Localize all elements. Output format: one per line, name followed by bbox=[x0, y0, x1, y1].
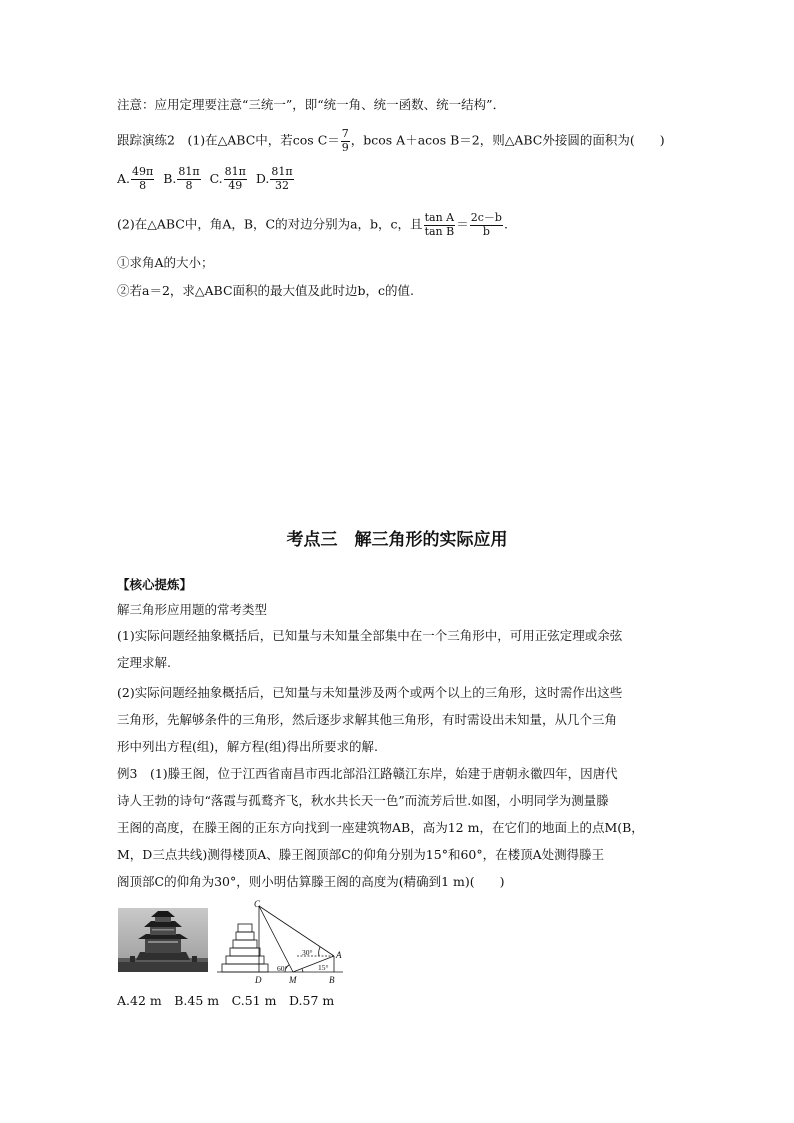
option-b: B. $\frac{81\pi}{8}$ bbox=[163, 165, 200, 192]
pavilion-photo bbox=[118, 908, 208, 972]
cos-numerator: 7 bbox=[341, 127, 349, 140]
core-line: 形中列出方程(组)，解方程(组)得出所要求的解. bbox=[117, 739, 378, 754]
point-b-label: B bbox=[329, 975, 335, 985]
section-title: 考点三 解三角形的实际应用 bbox=[286, 530, 508, 550]
core-line: 定理求解. bbox=[117, 655, 171, 670]
practice-q1-text-a: 跟踪演练2 (1)在△ABC中，若cos C＝ bbox=[117, 132, 340, 148]
point-c-label: C bbox=[254, 900, 261, 909]
core-heading: 【核心提炼】 bbox=[117, 577, 193, 592]
rhs-fraction: $\frac{2c-b}{b}$ bbox=[470, 211, 502, 238]
example-line: M，D三点共线)测得楼顶A、滕王阁顶部C的仰角分别为15°和60°，在楼顶A处测得滕王 bbox=[117, 847, 605, 862]
example-line: 王阁的高度，在滕王阁的正东方向找到一座建筑物AB，高为12 m，在它们的地面上的点M(B， bbox=[117, 820, 644, 835]
cos-fraction bbox=[341, 128, 350, 154]
cos-denominator: 9 bbox=[341, 140, 349, 154]
example-options: A.42 m B.45 m C.51 m D.57 m bbox=[117, 993, 335, 1008]
note-line: 注意：应用定理要注意“三统一”，即“统一角、统一函数、统一结构”． bbox=[117, 97, 506, 112]
sub-question-2: ②若a＝2，求△ABC面积的最大值及此时边b，c的值. bbox=[117, 283, 415, 298]
core-line: (2)实际问题经抽象概括后，已知量与未知量涉及两个或两个以上的三角形，这时需作出这些 bbox=[117, 685, 623, 700]
practice-q1-text-b: ，bcos A＋acos B＝2，则△ABC外接圆的面积为( ) bbox=[350, 132, 665, 148]
core-line: (1)实际问题经抽象概括后，已知量与未知量全部集中在一个三角形中，可用正弦定理或余弦 bbox=[117, 628, 623, 643]
example-line: 阁顶部C的仰角为30°，则小明估算滕王阁的高度为(精确到1 m)( ) bbox=[117, 874, 505, 889]
point-a-label: A bbox=[336, 950, 342, 960]
practice-question-1 bbox=[117, 128, 665, 154]
practice-question-2: (2)在△ABC中，角A，B，C的对边分别为a，b，c，且 $\frac{\text{tan A}}{\text{tan B}}$ ＝ $\frac{2c-b}{b}$ . bbox=[117, 211, 508, 238]
point-m-label: M bbox=[289, 975, 297, 985]
tower-diagram bbox=[215, 900, 355, 986]
point-d-label: D bbox=[255, 975, 262, 985]
tan-ratio-fraction: $\frac{\text{tan A}}{\text{tan B}}$ bbox=[424, 211, 455, 238]
sub-question-1: ①求角A的大小； bbox=[117, 255, 214, 270]
example-line: 诗人王勃的诗句“落霞与孤鹜齐飞，秋水共长天一色”而流芳后世.如图，小明同学为测量滕 bbox=[117, 793, 609, 808]
example-line: 例3 (1)滕王阁，位于江西省南昌市西北部沿江路赣江东岸，始建于唐朝永徽四年，因唐代 bbox=[117, 766, 618, 781]
angle-30-label: 30° bbox=[302, 948, 313, 957]
core-subheading: 解三角形应用题的常考类型 bbox=[117, 602, 268, 617]
angle-15-label: 15° bbox=[318, 963, 329, 972]
practice-options bbox=[117, 166, 295, 192]
option-a: A. $\frac{49\pi}{8}$ bbox=[117, 165, 154, 192]
angle-60-label: 60° bbox=[277, 964, 288, 973]
option-d: D. $\frac{81\pi}{32}$ bbox=[255, 165, 293, 192]
option-c: C. $\frac{81\pi}{49}$ bbox=[209, 165, 246, 192]
core-line: 三角形，先解够条件的三角形，然后逐步求解其他三角形，有时需设出未知量，从几个三角 bbox=[117, 712, 618, 727]
